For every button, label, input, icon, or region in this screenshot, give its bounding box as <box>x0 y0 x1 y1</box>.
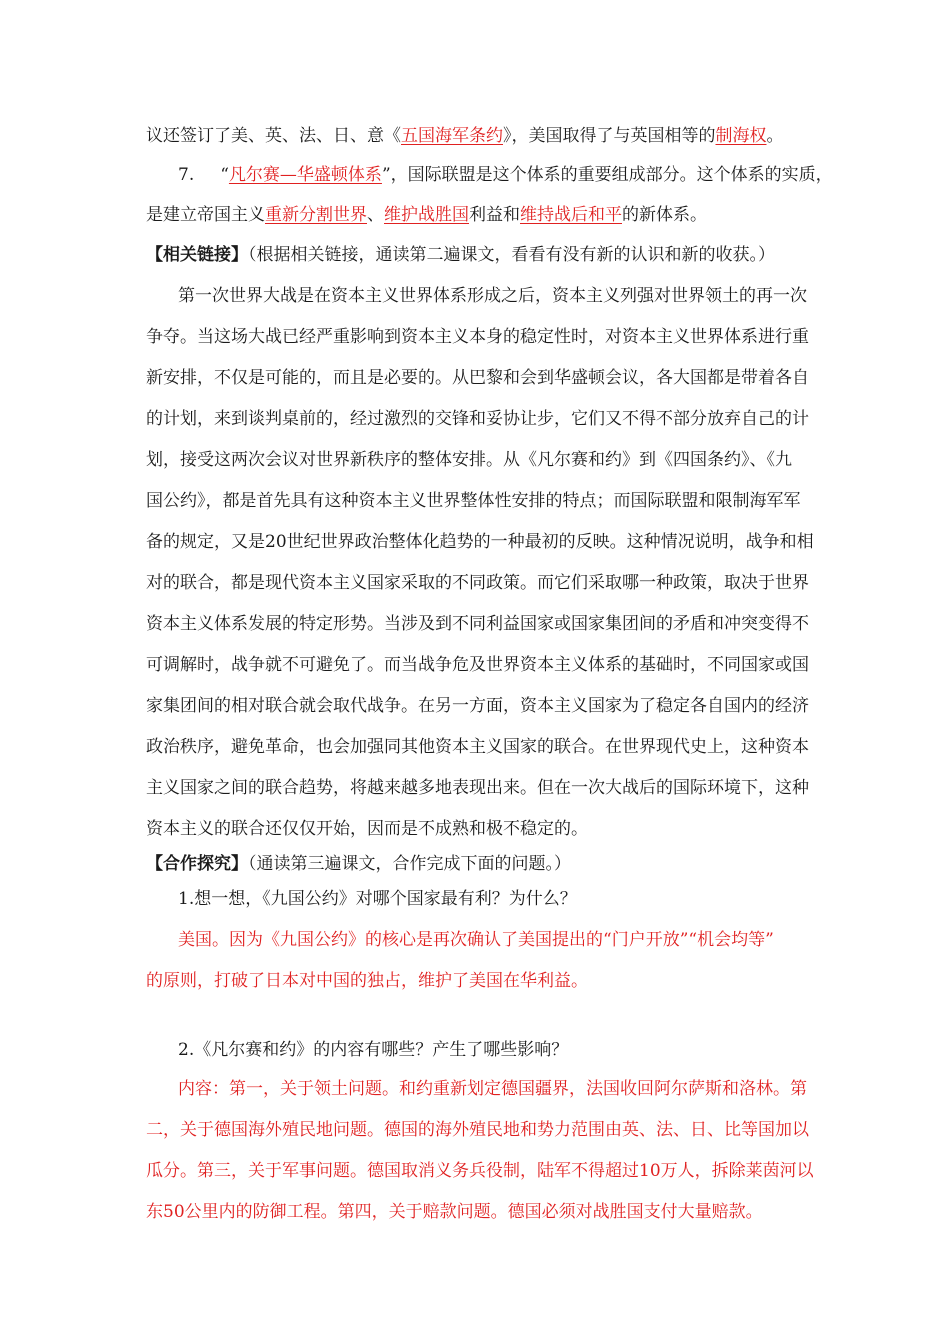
text-span: 》，美国取得了与英国相等的 <box>503 126 716 146</box>
text-span: 是建立帝国主义 <box>146 205 265 225</box>
question-2: 2.《凡尔赛和约》的内容有哪些？产生了哪些影响？ <box>178 1040 569 1060</box>
text-span: 利益和 <box>469 205 520 225</box>
question-1: 1.想一想，《九国公约》对哪个国家最有利？为什么？ <box>178 889 577 909</box>
related-line-5: 划，接受这两次会议对世界新秩序的整体安排。从《凡尔赛和约》到《四国条约》、《九 <box>146 450 792 470</box>
item-7-line-2 <box>146 203 707 227</box>
related-line-13: 主义国家之间的联合趋势，将越来越多地表现出来。但在一次大战后的国际环境下，这种 <box>146 778 809 798</box>
section-title: 【相关链接】 <box>146 245 248 265</box>
text-span: 议还签订了美、英、法、日、意《 <box>146 126 401 146</box>
related-line-11: 家集团间的相对联合就会取代战争。在另一方面，资本主义国家为了稳定各自国内的经济 <box>146 696 809 716</box>
section-note: （通读第三遍课文，合作完成下面的问题。） <box>248 854 571 874</box>
text-span: 的新体系。 <box>622 205 707 225</box>
related-links-heading <box>146 243 775 267</box>
text-span: ”，国际联盟是这个体系的重要组成部分。这个体系的实质， <box>381 165 833 185</box>
item-7-line-1 <box>178 163 833 187</box>
answer-1-line-2: 的原则，打破了日本对中国的独占，维护了美国在华利益。 <box>146 971 588 991</box>
related-line-14: 资本主义的联合还仅仅开始，因而是不成熟和极不稳定的。 <box>146 819 588 839</box>
answer-2-line-1: 内容：第一，关于领土问题。和约重新划定德国疆界，法国收回阿尔萨斯和洛林。第 <box>178 1079 807 1099</box>
section-note: （根据相关链接，通读第二遍课文，看看有没有新的认识和新的收获。） <box>248 245 775 265</box>
answer-sea-control: 制海权 <box>715 126 767 146</box>
text-span: 。 <box>766 126 784 146</box>
answer-maintain-peace: 维持战后和平 <box>520 205 622 225</box>
answer-1-line-1: 美国。因为《九国公约》的核心是再次确认了美国提出的“门户开放”“机会均等” <box>178 930 774 950</box>
related-line-2: 争夺。当这场大战已经严重影响到资本主义本身的稳定性时，对资本主义世界体系进行重 <box>146 327 809 347</box>
related-line-10: 可调解时，战争就不可避免了。而当战争危及世界资本主义体系的基础时，不同国家或国 <box>146 655 809 675</box>
text-span: “ <box>220 165 229 185</box>
answer-versailles-washington-system: 凡尔赛—华盛顿体系 <box>228 165 382 185</box>
answer-redivide-world: 重新分割世界 <box>265 205 367 225</box>
answer-2-line-3: 瓜分。第三，关于军事问题。德国取消义务兵役制，陆军不得超过10万人，拆除莱茵河以 <box>146 1161 814 1181</box>
text-span: 、 <box>367 205 384 225</box>
item-number: 7. <box>178 165 195 185</box>
related-line-12: 政治秩序，避免革命，也会加强同其他资本主义国家的联合。在世界现代史上，这种资本 <box>146 737 809 757</box>
related-line-8: 对的联合，都是现代资本主义国家采取的不同政策。而它们采取哪一种政策，取决于世界 <box>146 573 809 593</box>
answer-2-line-4: 东50公里内的防御工程。第四，关于赔款问题。德国必须对战胜国支付大量赔款。 <box>146 1202 763 1222</box>
answer-protect-victors: 维护战胜国 <box>384 205 469 225</box>
related-line-1: 第一次世界大战是在资本主义世界体系形成之后，资本主义列强对世界领土的再一次 <box>178 286 807 306</box>
related-line-4: 的计划，来到谈判桌前的，经过激烈的交锋和妥协让步，它们又不得不部分放弃自己的计 <box>146 409 809 429</box>
answer-2-line-2: 二，关于德国海外殖民地问题。德国的海外殖民地和势力范围由英、法、日、比等国加以 <box>146 1120 809 1140</box>
answer-five-power-treaty: 五国海军条约 <box>401 126 503 146</box>
related-line-3: 新安排，不仅是可能的，而且是必要的。从巴黎和会到华盛顿会议，各大国都是带着各自 <box>146 368 809 388</box>
related-line-9: 资本主义体系发展的特定形势。当涉及到不同利益国家或国家集团间的矛盾和冲突变得不 <box>146 614 809 634</box>
related-line-7: 备的规定，又是20世纪世界政治整体化趋势的一种最初的反映。这种情况说明，战争和相 <box>146 532 814 552</box>
paragraph-line <box>146 124 784 148</box>
related-line-6: 国公约》，都是首先具有这种资本主义世界整体性安排的特点；而国际联盟和限制海军军 <box>146 491 801 511</box>
section-title: 【合作探究】 <box>146 854 248 874</box>
explore-heading <box>146 852 571 876</box>
